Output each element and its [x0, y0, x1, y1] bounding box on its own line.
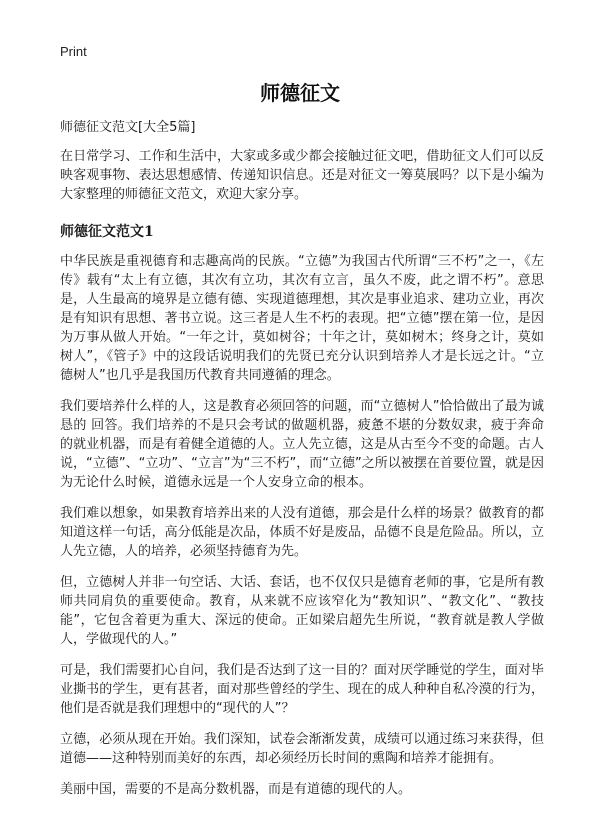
- body-paragraph-1: 中华民族是重视德育和志趣高尚的民族。“立德”为我国古代所谓“三不朽”之一，《左传》载有“太上有立德，其次有立功，其次有立言，虽久不废，此之谓不朽”。意思是，人生最高的境界是立德有德、实现道德理想，其次是事业追求、建功立业，再次是有知识有思想、著书立说。这三者是人生不朽的表现。把“立德”摆在第一位，是因为万事从做人开始。“一年之计，莫如树谷；十年之计，莫如树木；终身之计，莫如树人”，《管子》中的这段话说明我们的先贤已充分认识到培养人才是长远之计。“立德树人”也几乎是我国历代教育共同遵循的理念。: [60, 254, 544, 383]
- body-paragraph-2: 我们要培养什么样的人，这是教育必须回答的问题，而“立德树人”恰恰做出了最为诚恳的 回答。我们培养的不是只会考试的做题机器，疲惫不堪的分数奴隶，疲于奔命的就业机器，而是有着健全道德的人。立人先立德，这是从古至今不变的命题。古人说，“立德”、“立功”、“立言”为“三不朽”，而“立德”之所以被摆在首要位置，就是因为无论什么时候，道德永远是一个人安身立命的根本。: [60, 399, 544, 490]
- body-paragraph-4: 但，立德树人并非一句空话、大话、套话，也不仅仅只是德育老师的事，它是所有教师共同肩负的重要使命。教育，从来就不应该窄化为“教知识”、“教文化”、“教技能”，它包含着更为重大、深远的使命。正如梁启超先生所说，“教育就是教人学做人，学做现代的人。”: [60, 575, 544, 647]
- body-paragraph-7: 美丽中国，需要的不是高分数机器，而是有道德的现代的人。: [60, 782, 412, 797]
- document-subtitle: 师德征文范文[大全5篇]: [60, 120, 196, 135]
- document-body: [60, 118, 544, 811]
- page-title: 师德征文: [260, 81, 340, 105]
- intro-paragraph: 在日常学习、工作和生活中，大家或多或少都会接触过征文吧，借助征文人们可以反映客观事物、表达思想感情、传递知识信息。还是对征文一筹莫展吗？以下是小编为大家整理的师德征文范文，欢迎大家分享。: [60, 149, 544, 202]
- body-paragraph-6: 立德，必须从现在开始。我们深知，试卷会渐渐发黄，成绩可以通过练习来获得，但道德——这种特别而美好的东西，却必须经历长时间的熏陶和培养才能拥有。: [60, 732, 544, 766]
- section-heading: 师德征文范文1: [60, 224, 154, 240]
- print-label[interactable]: Print: [60, 44, 87, 59]
- body-paragraph-3: 我们难以想象，如果教育培养出来的人没有道德，那会是什么样的场景？做教育的都知道这样一句话，高分低能是次品，体质不好是废品，品德不良是危险品。所以，立人先立德，人的培养，必须坚持德育为先。: [60, 506, 544, 559]
- body-paragraph-5: 可是，我们需要扪心自问，我们是否达到了这一目的？面对厌学睡觉的学生，面对毕业撕书的学生，更有甚者，面对那些曾经的学生、现在的成人种种自私冷漠的行为，他们是否就是我们理想中的“现代的人”？: [60, 663, 544, 716]
